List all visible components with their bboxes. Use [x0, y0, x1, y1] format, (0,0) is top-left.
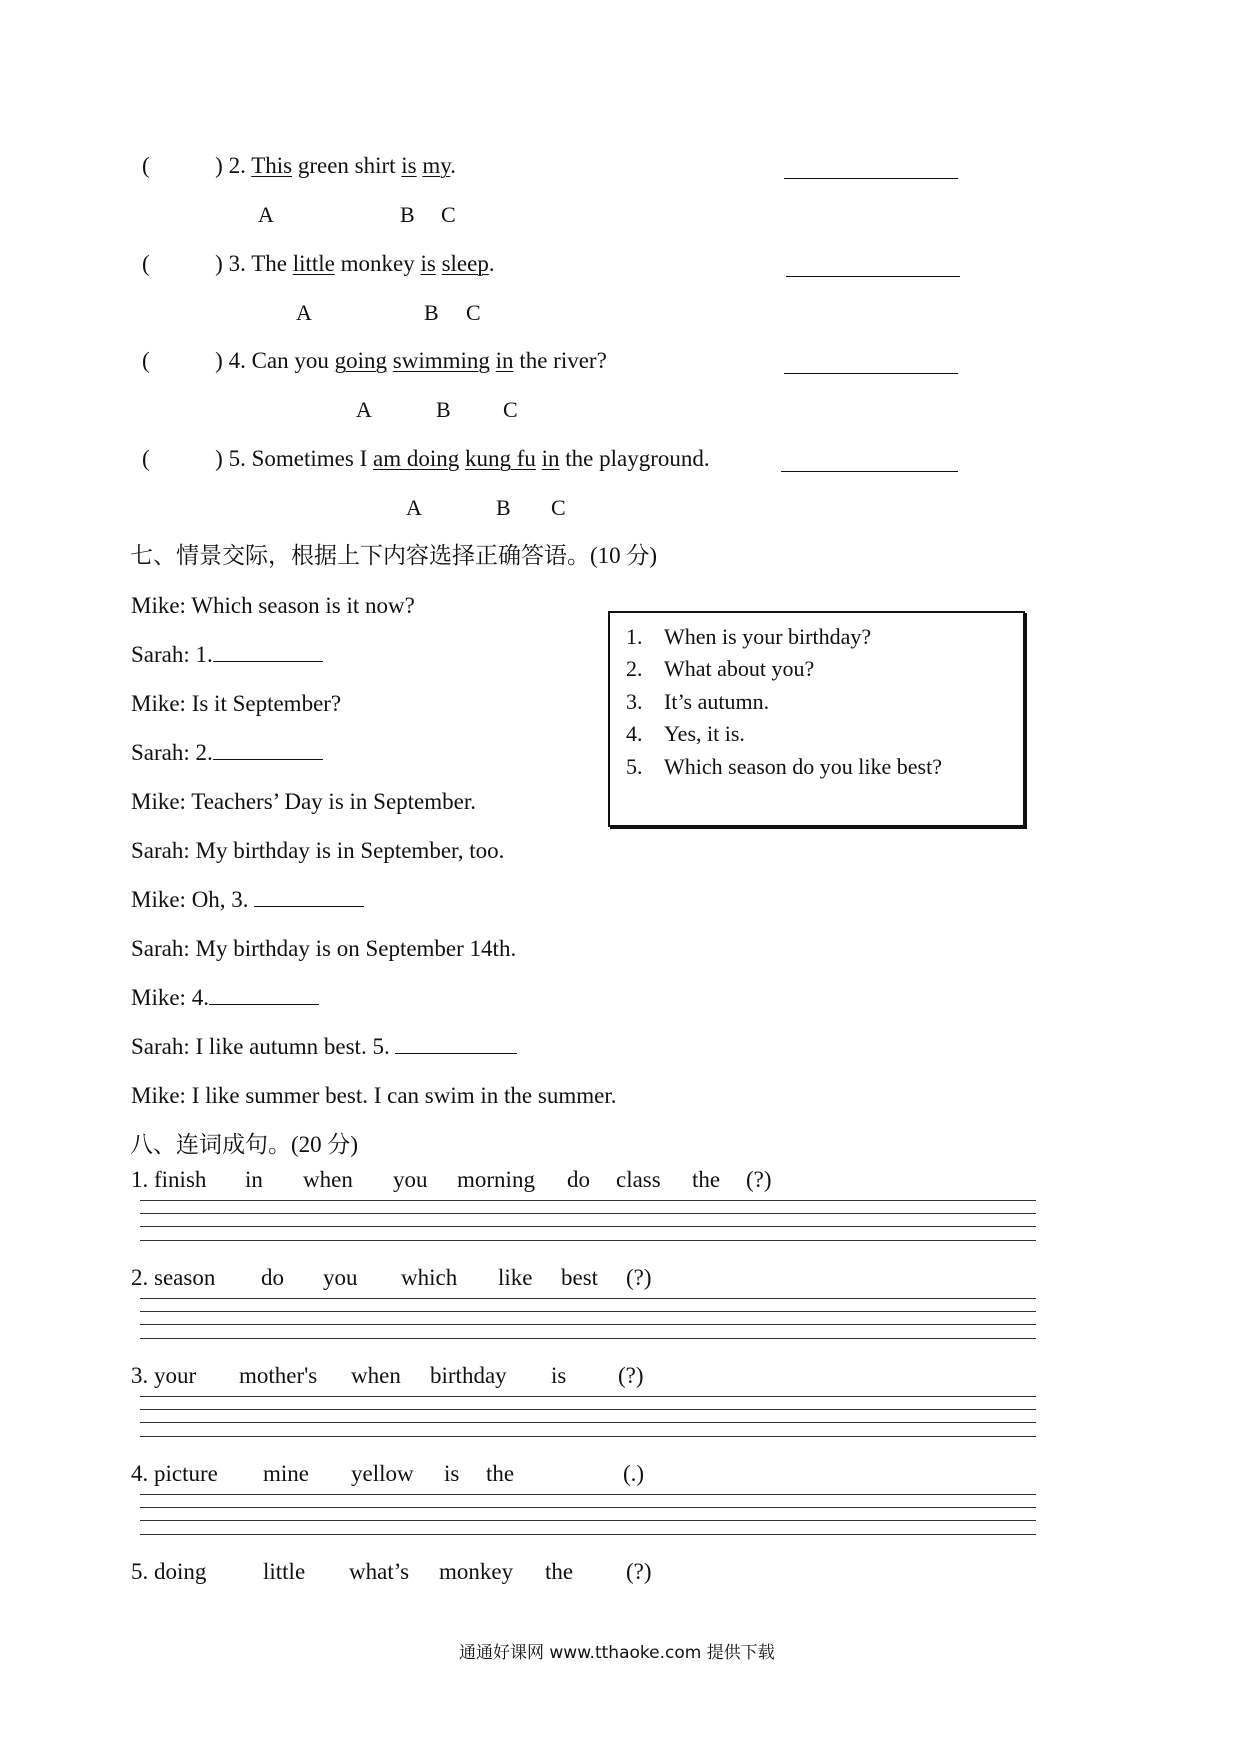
answer-paren-close: )	[215, 153, 223, 178]
dialogue-line: Sarah: My birthday is in September, too.	[131, 838, 505, 863]
word: class	[616, 1167, 661, 1192]
item-number: 2.	[228, 153, 246, 178]
word: what’s	[349, 1559, 410, 1584]
page-footer: 通通好课网 www.tthaoke.com 提供下载	[459, 1643, 775, 1663]
option-a-word: am doing	[372, 446, 460, 471]
dialogue-line: Mike: Is it September?	[131, 691, 342, 716]
word: (?)	[626, 1559, 652, 1584]
word: is	[551, 1363, 567, 1388]
choice-number: 5.	[626, 754, 643, 779]
dialogue-line	[131, 739, 323, 767]
correction-blank-5[interactable]	[781, 471, 958, 472]
error-item-3	[142, 250, 495, 278]
option-letter-b: B	[424, 300, 439, 325]
dialogue-line: Sarah: My birthday is on September 14th.	[131, 936, 517, 961]
word: (.)	[623, 1461, 645, 1486]
section-8-heading: 八、连词成句。(20 分)	[130, 1132, 359, 1157]
word: in	[245, 1167, 263, 1192]
error-item-2	[142, 152, 456, 180]
choice-item	[626, 754, 942, 780]
dialogue-line: Mike: I like summer best. I can swim in the summer.	[131, 1083, 617, 1108]
option-letter-c: C	[466, 300, 481, 325]
choice-text: It’s autumn.	[664, 689, 770, 714]
dialogue-line	[131, 641, 323, 669]
correction-blank-2[interactable]	[784, 178, 958, 179]
word: yellow	[351, 1461, 414, 1486]
dialogue-text: Sarah: 2.	[131, 740, 213, 765]
dialogue-line: Mike: Which season is it now?	[131, 593, 415, 618]
choice-text: What about you?	[664, 656, 815, 681]
option-a-word: little	[292, 251, 335, 276]
word: (?)	[746, 1167, 772, 1192]
word: 5. doing	[131, 1559, 207, 1584]
word: the	[692, 1167, 721, 1192]
option-letter-b: B	[436, 397, 451, 422]
correction-blank-4[interactable]	[784, 373, 958, 374]
item-number: 5.	[228, 446, 246, 471]
choice-text: Which season do you like best?	[664, 754, 942, 779]
word: monkey	[439, 1559, 514, 1584]
word: is	[444, 1461, 460, 1486]
word: mine	[263, 1461, 309, 1486]
word: 4. picture	[131, 1461, 218, 1486]
choice-number: 1.	[626, 624, 643, 649]
option-b-word: is	[401, 153, 417, 178]
word: which	[401, 1265, 458, 1290]
option-letter-c: C	[441, 202, 456, 227]
word: do	[261, 1265, 284, 1290]
answer-paren-open: (	[142, 348, 150, 373]
answer-blank-3[interactable]	[254, 886, 364, 907]
option-letter-a: A	[296, 300, 312, 325]
choice-number: 2.	[626, 656, 643, 681]
dialogue-line	[131, 1033, 517, 1061]
dialogue-line: Mike: Teachers’ Day is in September.	[131, 789, 476, 814]
choice-item	[626, 656, 814, 682]
option-c-word: in	[495, 348, 514, 373]
sentence-text: Sometimes I	[251, 446, 373, 471]
word: when	[303, 1167, 353, 1192]
option-letter-b: B	[400, 202, 415, 227]
option-c-word: sleep	[441, 251, 489, 276]
sentence-text: .	[488, 251, 495, 276]
dialogue-text: Sarah: I like autumn best. 5.	[131, 1034, 396, 1059]
word: little	[263, 1559, 306, 1584]
option-letter-a: A	[356, 397, 372, 422]
answer-blank-1[interactable]	[213, 641, 323, 662]
choice-text: When is your birthday?	[664, 624, 872, 649]
word: when	[351, 1363, 401, 1388]
dialogue-text: Mike: Oh, 3.	[131, 887, 255, 912]
word: the	[545, 1559, 574, 1584]
answer-blank-2[interactable]	[213, 739, 323, 760]
answer-blank-5[interactable]	[395, 1033, 517, 1054]
error-item-4	[142, 347, 607, 375]
sentence-text: monkey	[334, 251, 421, 276]
option-b-word: kung fu	[464, 446, 536, 471]
word: mother's	[239, 1363, 318, 1388]
dialogue-line	[131, 984, 319, 1012]
correction-blank-3[interactable]	[786, 276, 960, 277]
word: 1. finish	[131, 1167, 207, 1192]
item-number: 4.	[228, 348, 246, 373]
word: 2. season	[131, 1265, 216, 1290]
word: you	[323, 1265, 358, 1290]
word: do	[567, 1167, 590, 1192]
dialogue-text: Sarah: 1.	[131, 642, 213, 667]
dialogue-text: Mike: 4.	[131, 985, 209, 1010]
answer-blank-4[interactable]	[209, 984, 319, 1005]
answer-paren-open: (	[142, 446, 150, 471]
answer-paren-open: (	[142, 251, 150, 276]
option-b-word: is	[420, 251, 436, 276]
option-letter-c: C	[551, 495, 566, 520]
option-letter-a: A	[258, 202, 274, 227]
answer-choices-box	[608, 611, 1025, 827]
answer-paren-open: (	[142, 153, 150, 178]
answer-paren-close: )	[215, 251, 223, 276]
word: (?)	[626, 1265, 652, 1290]
sentence-text: The	[251, 251, 293, 276]
choice-item	[626, 624, 871, 650]
error-item-5	[142, 445, 710, 473]
sentence-text: the river?	[513, 348, 607, 373]
word: you	[393, 1167, 428, 1192]
sentence-text: Can you	[251, 348, 335, 373]
sentence-text: the playground.	[559, 446, 710, 471]
choice-number: 4.	[626, 721, 643, 746]
sentence-text: green shirt	[292, 153, 402, 178]
option-b-word: swimming	[392, 348, 490, 373]
choice-number: 3.	[626, 689, 643, 714]
answer-paren-close: )	[215, 446, 223, 471]
option-c-word: my	[422, 153, 451, 178]
word: (?)	[618, 1363, 644, 1388]
dialogue-line	[131, 886, 364, 914]
word: 3. your	[131, 1363, 197, 1388]
word: birthday	[430, 1363, 507, 1388]
choice-text: Yes, it is.	[664, 721, 745, 746]
answer-paren-close: )	[215, 348, 223, 373]
sentence-text: .	[450, 153, 457, 178]
word: like	[498, 1265, 533, 1290]
section-7-heading: 七、情景交际，根据上下内容选择正确答语。(10 分)	[130, 543, 658, 568]
word: best	[561, 1265, 599, 1290]
word: morning	[457, 1167, 535, 1192]
item-number: 3.	[228, 251, 246, 276]
option-c-word: in	[541, 446, 560, 471]
option-letter-c: C	[503, 397, 518, 422]
choice-item	[626, 721, 745, 747]
word: the	[486, 1461, 515, 1486]
option-a-word: going	[334, 348, 388, 373]
choice-item	[626, 689, 769, 715]
option-a-word: This	[251, 153, 293, 178]
option-letter-a: A	[406, 495, 422, 520]
option-letter-b: B	[496, 495, 511, 520]
